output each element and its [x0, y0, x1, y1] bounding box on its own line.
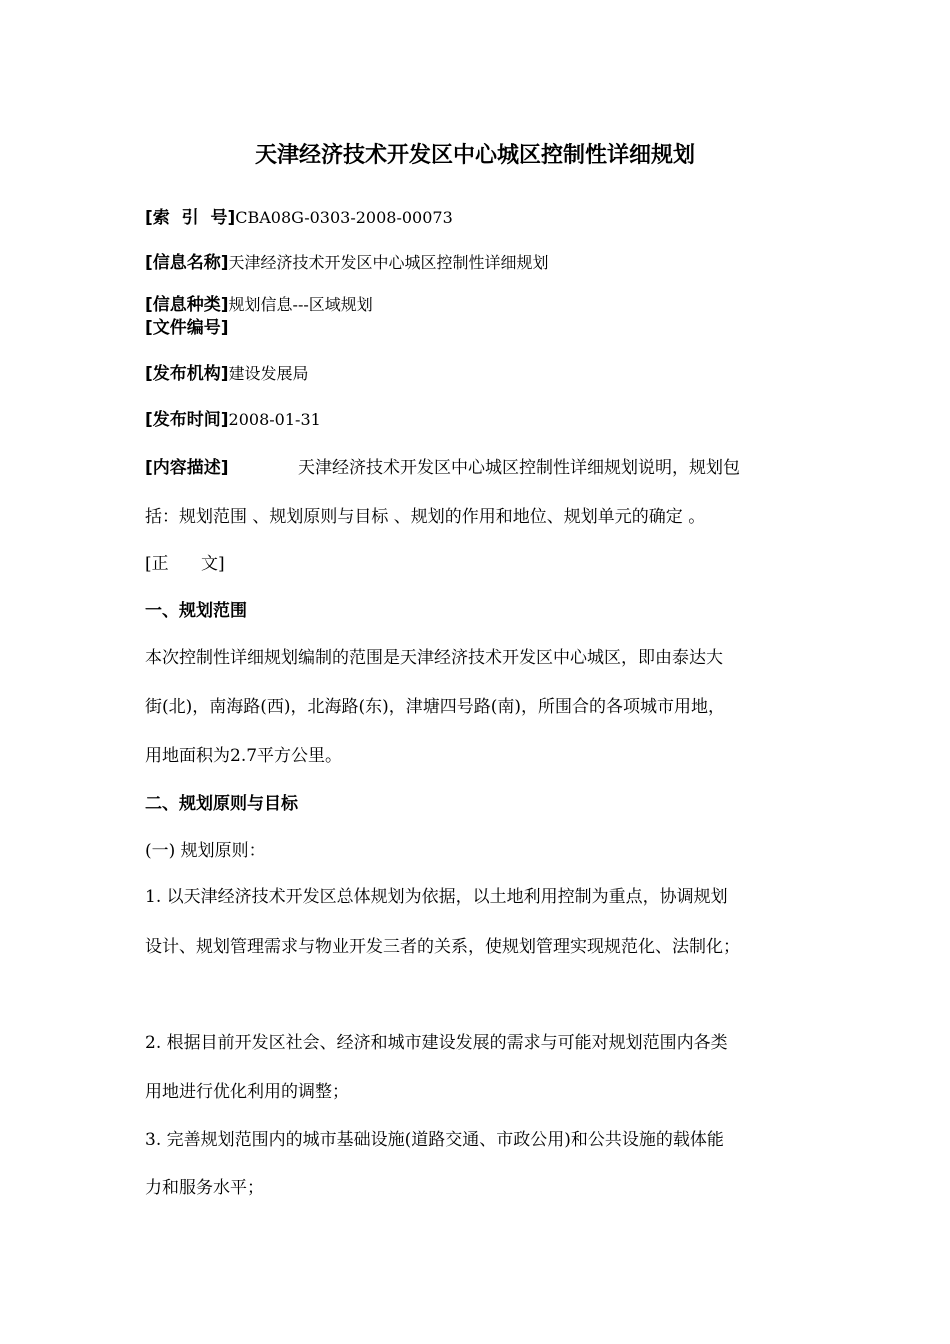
- meta-index-row: [145, 203, 453, 228]
- meta-type-row: [145, 290, 373, 315]
- principle-2-line-2: 用地进行优化利用的调整；: [145, 1082, 349, 1102]
- meta-desc-row: [145, 453, 229, 478]
- meta-desc-label: [内容描述]: [145, 458, 229, 478]
- meta-time-label: [发布时间]: [145, 410, 229, 430]
- principle-1-line-1: 1. 以天津经济技术开发区总体规划为依据，以土地利用控制为重点，协调规划: [145, 887, 728, 907]
- principle-2-line-1: 2. 根据目前开发区社会、经济和城市建设发展的需求与可能对规划范围内各类: [145, 1033, 728, 1053]
- section-1-line-2: 街(北)，南海路(西)，北海路(东)，津塘四号路(南)，所围合的各项城市用地，: [145, 697, 726, 717]
- meta-org-label: [发布机构]: [145, 364, 229, 384]
- meta-time-row: [145, 405, 321, 430]
- meta-time-value: 2008-01-31: [228, 410, 321, 429]
- document-title: 天津经济技术开发区中心城区控制性详细规划: [254, 143, 695, 168]
- section-2-subheading: (一) 规划原则：: [145, 841, 266, 861]
- section-2-heading: 二、规划原则与目标: [145, 794, 298, 814]
- meta-desc-line1: 天津经济技术开发区中心城区控制性详细规划说明，规划包: [298, 458, 740, 478]
- meta-index-label: [索 引 号]: [145, 208, 236, 228]
- meta-name-value: 天津经济技术开发区中心城区控制性详细规划: [228, 253, 549, 272]
- body-label: [正 文]: [145, 554, 225, 574]
- section-1-line-1: 本次控制性详细规划编制的范围是天津经济技术开发区中心城区，即由泰达大: [145, 648, 723, 668]
- meta-index-value: CBA08G-0303-2008-00073: [235, 208, 453, 227]
- meta-type-value: 规划信息---区域规划: [228, 295, 373, 314]
- principle-1-line-2: 设计、规划管理需求与物业开发三者的关系，使规划管理实现规范化、法制化；: [145, 937, 740, 957]
- meta-desc-line2: 括：规划范围 、规划原则与目标 、规划的作用和地位、规划单元的确定 。: [145, 507, 706, 527]
- meta-type-label: [信息种类]: [145, 295, 229, 315]
- meta-name-row: [145, 248, 549, 273]
- meta-docno-label: [文件编号]: [145, 318, 229, 338]
- section-1-line-3: 用地面积为2.7平方公里。: [145, 746, 343, 766]
- principle-3-line-2: 力和服务水平；: [145, 1178, 264, 1198]
- meta-name-label: [信息名称]: [145, 253, 229, 273]
- meta-org-value: 建设发展局: [228, 364, 309, 383]
- section-1-heading: 一、规划范围: [145, 601, 247, 621]
- meta-org-row: [145, 359, 309, 384]
- meta-docno-row: [145, 313, 229, 338]
- principle-3-line-1: 3. 完善规划范围内的城市基础设施(道路交通、市政公用)和公共设施的载体能: [145, 1130, 724, 1150]
